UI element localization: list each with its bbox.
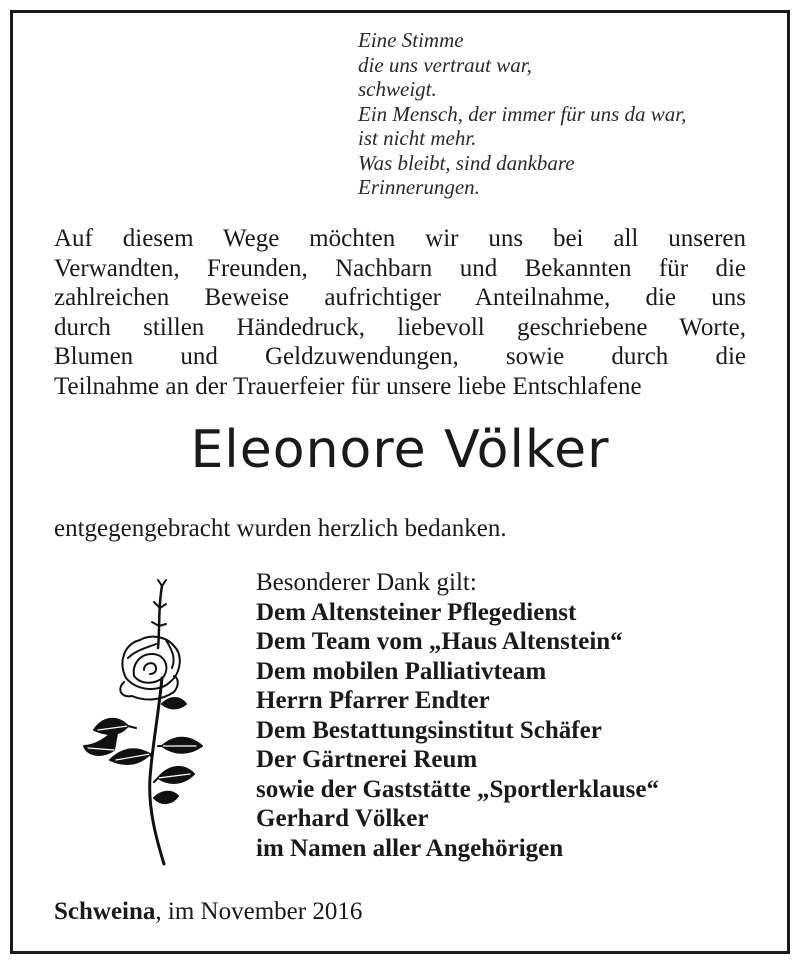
thanks-entry: Dem Altensteiner Pflegedienst [256, 598, 577, 626]
place-and-date [54, 898, 362, 926]
closing-line: entgegengebracht wurden herzlich bedanken. [54, 515, 507, 542]
poem-line: schweigt. [358, 77, 437, 101]
thanks-entry: Dem Team vom „Haus Altenstein“ [256, 628, 623, 655]
poem-line: Ein Mensch, der immer für uns da war, [358, 101, 687, 126]
thanks-entry: Dem mobilen Palliativteam [256, 657, 547, 685]
poem-line: Was bleibt, sind dankbare [358, 150, 575, 175]
thanks-entry: Herrn Pfarrer Endter [256, 687, 490, 714]
special-thanks [256, 568, 776, 863]
place-name: Schweina [54, 898, 156, 925]
paragraph-line: Auf diesem Wege möchten wir uns bei all unseren [54, 225, 746, 252]
poem-line: ist nicht mehr. [358, 126, 477, 150]
paragraph-line: Verwandten, Freunden, Nachbarn und Bekannten für die [54, 254, 746, 282]
thanks-entry: Dem Bestattungsinstitut Schäfer [256, 716, 602, 744]
paragraph-line: Blumen und Geldzuwendungen, sowie durch die [54, 343, 746, 370]
rose-icon [66, 578, 216, 868]
memorial-poem [358, 28, 778, 200]
poem-line: Erinnerungen. [358, 175, 480, 199]
paragraph-line: durch stillen Händedruck, liebevoll geschriebene Worte, [54, 313, 746, 341]
thanks-entry: Gerhard Völker [256, 805, 429, 832]
thank-you-paragraph [54, 224, 746, 401]
paragraph-line: zahlreichen Beweise aufrichtiger Anteilnahme, die uns [54, 284, 746, 311]
poem-line: die uns vertraut war, [358, 52, 532, 77]
paragraph-line: Teilnahme an der Trauerfeier für unsere liebe Entschlafene [54, 372, 642, 400]
poem-line: Eine Stimme [358, 28, 464, 52]
thanks-entry: sowie der Gaststätte „Sportlerklause“ [256, 775, 659, 803]
deceased-name-text: Eleonore Völker [190, 420, 610, 480]
thanks-entry: Der Gärtnerei Reum [256, 746, 478, 773]
date-text: , im November 2016 [155, 898, 363, 925]
special-thanks-header: Besonderer Dank gilt: [256, 569, 477, 596]
deceased-name [0, 420, 800, 480]
thanks-entry: im Namen aller Angehörigen [256, 834, 564, 862]
